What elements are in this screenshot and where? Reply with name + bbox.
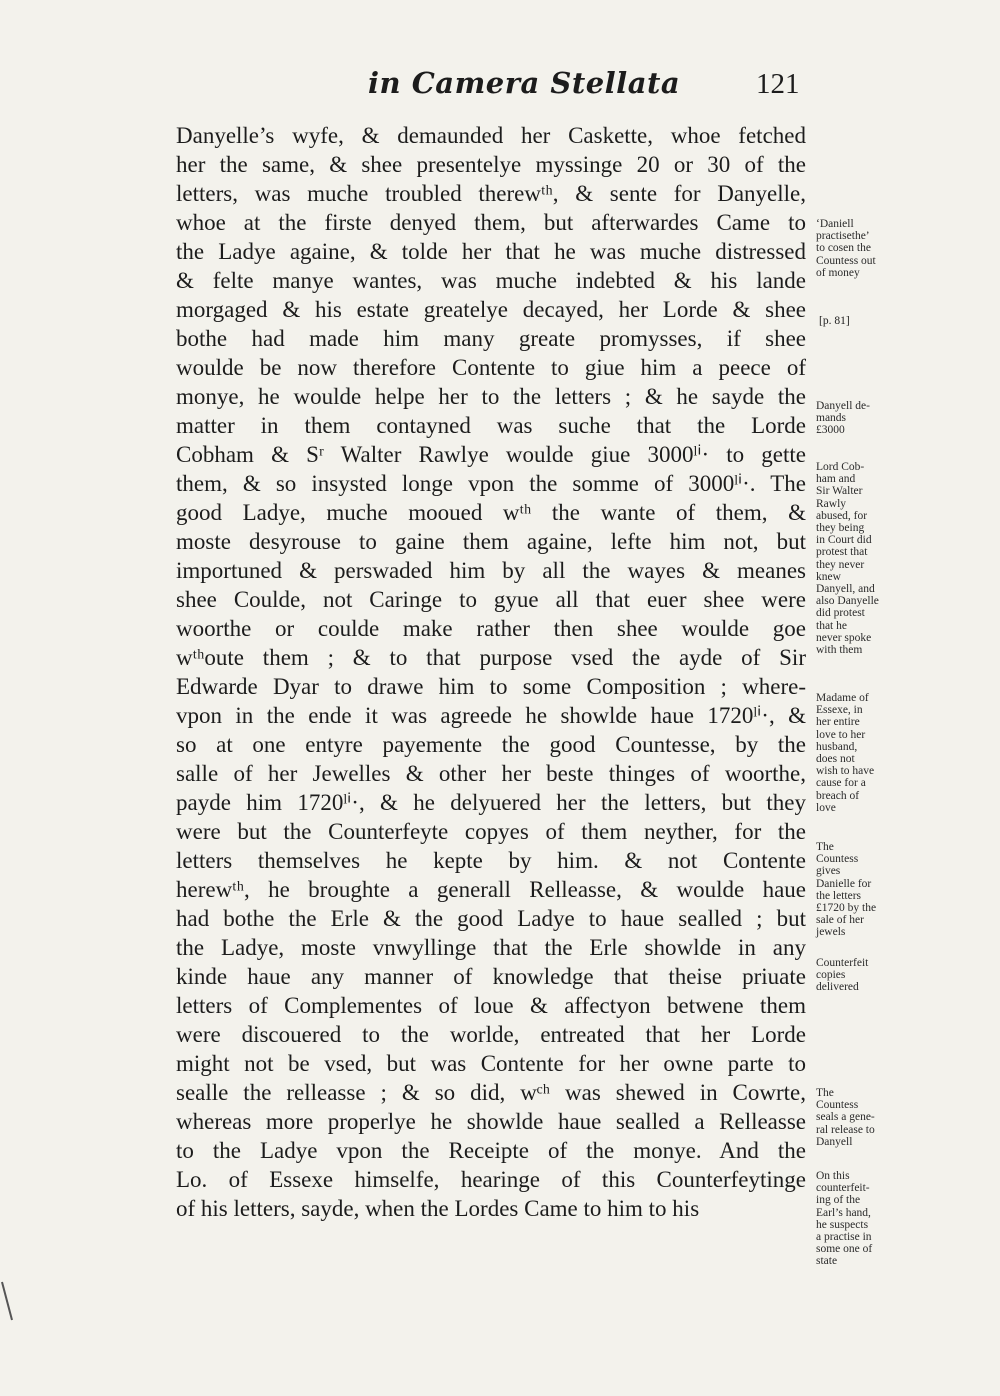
margin-note-line: some one of — [816, 1243, 873, 1256]
body-line: importuned & perswaded him by all the wayes & meanes — [176, 558, 806, 583]
margin-note-line: Madame of — [816, 692, 869, 704]
body-line: monye, he woulde helpe her to the letters ; & he sayde the — [176, 384, 806, 409]
margin-note-madame-essexe — [816, 692, 912, 814]
margin-note-line: abused, for — [816, 509, 868, 522]
margin-note-line: did protest — [816, 607, 865, 620]
body-line: Edwarde Dyar to drawe him to some Composition ; where- — [176, 674, 806, 699]
margin-note-danyell-demands — [816, 400, 912, 437]
body-line: Cobham & Sʳ Walter Rawlye woulde giue 3000ˡⁱ· to gette — [176, 442, 806, 467]
margin-note-line: Rawly — [816, 497, 847, 510]
margin-note-line: ing of the — [816, 1194, 861, 1207]
margin-note-line: with them — [816, 644, 863, 657]
body-line: were but the Counterfeyte copyes of them neyther, for the — [176, 819, 806, 844]
body-line: had bothe the Erle & the good Ladye to haue sealled ; but — [176, 906, 806, 931]
body-line: morgaged & his estate greatelye decayed, her Lorde & shee — [176, 297, 806, 322]
margin-note-line: never spoke — [816, 631, 872, 644]
body-line: payde him 1720ˡⁱ·, & he delyuered her the letters, but they — [176, 790, 806, 815]
margin-note-line: jewels — [816, 926, 846, 939]
body-line: woorthe or coulde make rather then shee woulde goe — [176, 616, 806, 641]
margin-note-line: practisethe’ — [816, 230, 870, 243]
body-line: Lo. of Essexe himselfe, hearinge of this Counterfeytinge — [176, 1167, 806, 1192]
body-line: moste desyrouse to gaine them againe, lefte him not, but — [176, 529, 806, 554]
margin-note-line: counterfeit- — [816, 1182, 870, 1195]
body-line: kinde haue any manner of knowledge that theise priuate — [176, 964, 806, 989]
body-line: of his letters, sayde, when the Lordes Came to him to his — [176, 1196, 700, 1221]
margin-note-line: mands — [816, 412, 847, 425]
margin-note-line: wish to have — [816, 765, 875, 778]
margin-note-line: gives — [816, 865, 841, 878]
margin-note-line: also Danyelle — [816, 595, 879, 608]
margin-note-line: the letters — [816, 889, 862, 902]
margin-note-line: of money — [816, 266, 860, 279]
body-line: wᵗʰoute them ; & to that purpose vsed the ayde of Sir — [176, 645, 806, 670]
body-line: matter in them contayned was suche that the Lorde — [176, 413, 806, 438]
body-line: letters of Complementes of loue & affectyon betwene them — [176, 993, 806, 1018]
margin-note-line: her entire — [816, 716, 860, 729]
margin-note-line: copies — [816, 969, 846, 982]
margin-note-line: seals a gene- — [816, 1111, 875, 1124]
margin-note-line: Danyell, and — [816, 583, 875, 596]
margin-note-line: Essexe, in — [816, 704, 863, 717]
margin-note-line: delivered — [816, 981, 859, 994]
body-line: good Ladye, muche mooued wᵗʰ the wante of them, & — [176, 500, 806, 525]
body-line: Danyelle’s wyfe, & demaunded her Caskette, whoe fetched — [176, 123, 806, 148]
margin-note-line: knew — [816, 570, 841, 583]
margin-note-counterfeit-copies — [816, 957, 912, 994]
body-line: might not be vsed, but was Contente for her owne parte to — [176, 1051, 806, 1076]
margin-note-line: Countess out — [816, 254, 876, 267]
margin-note-counterfeiting — [816, 1170, 912, 1268]
margin-note-daniell-cosen — [816, 218, 912, 279]
margin-note-line: a practise in — [816, 1231, 872, 1244]
body-line: whereas more properlye he showlde haue sealled a Relleasse — [176, 1109, 806, 1134]
body-text — [176, 121, 806, 1223]
body-line: letters, was muche troubled therewᵗʰ, & sente for Danyelle, — [176, 181, 806, 206]
margin-note-line: Countess — [816, 853, 859, 866]
margin-note-line: state — [816, 1255, 838, 1268]
margin-note-line: cause for a — [816, 777, 866, 790]
margin-note-line: Lord Cob- — [816, 461, 865, 473]
margin-note-line: protest that — [816, 546, 868, 559]
margin-note-countess-seals — [816, 1087, 912, 1148]
margin-note-line: they never — [816, 558, 865, 571]
margin-note-line: Counterfeit — [816, 957, 869, 969]
body-line: the Ladye againe, & tolde her that he was muche distressed — [176, 239, 806, 264]
margin-note-line: love to her — [816, 728, 866, 741]
margin-note-line: The — [816, 841, 834, 853]
body-line: to the Ladye vpon the Receipte of the monye. And the — [176, 1138, 806, 1163]
margin-note-line: breach of — [816, 789, 860, 802]
body-line: & felte manye wantes, was muche indebted & his lande — [176, 268, 806, 293]
margin-note-cobham-rawly — [816, 461, 912, 656]
margin-note-line: ‘Daniell — [816, 218, 854, 230]
margin-note-line: he suspects — [816, 1218, 869, 1231]
margin-note-line: they being — [816, 522, 865, 535]
body-line: letters themselves he kepte by him. & not Contente — [176, 848, 806, 873]
body-line: so at one entyre payemente the good Countesse, by the — [176, 732, 806, 757]
margin-note-line: in Court did — [816, 534, 872, 547]
body-line: whoe at the firste denyed them, but afterwardes Came to — [176, 210, 806, 235]
margin-note-countess-gives — [816, 841, 912, 939]
margin-note-line: love — [816, 801, 836, 814]
body-line: her the same, & shee presentelye myssinge 20 or 30 of the — [176, 152, 806, 177]
body-line: them, & so insysted longe vpon the somme of 3000ˡⁱ·. The — [176, 471, 806, 496]
margin-note-line: Sir Walter — [816, 485, 863, 498]
margin-note-line: The — [816, 1087, 834, 1099]
margin-note-line: £3000 — [816, 424, 845, 437]
page-number: 121 — [756, 68, 800, 100]
body-line: bothe had made him many greate promysses, if shee — [176, 326, 806, 351]
margin-note-line: to cosen the — [816, 242, 871, 255]
margin-note-line: Earl’s hand, — [816, 1206, 871, 1219]
margin-note-line: Danielle for — [816, 877, 872, 890]
body-line: vpon in the ende it was agreede he showlde haue 1720ˡⁱ·, & — [176, 703, 806, 728]
page-reference: [p. 81] — [819, 315, 850, 327]
body-line: the Ladye, moste vnwyllinge that the Erle showlde in any — [176, 935, 806, 960]
margin-note-line: husband, — [816, 740, 858, 753]
body-line: sealle the relleasse ; & so did, wᶜʰ was shewed in Cowrte, — [176, 1080, 806, 1105]
body-line: herewᵗʰ, he broughte a generall Relleasse, & woulde haue — [176, 877, 806, 902]
margin-note-line: ham and — [816, 473, 856, 486]
body-line: shee Coulde, not Caringe to gyue all that euer shee were — [176, 587, 806, 612]
margin-note-line: sale of her — [816, 914, 864, 927]
margin-note-line: Danyell — [816, 1135, 853, 1148]
margin-note-line: Countess — [816, 1099, 859, 1112]
margin-note-line: On this — [816, 1170, 850, 1182]
body-line: salle of her Jewelles & other her beste thinges of woorthe, — [176, 761, 806, 786]
margin-note-line: Danyell de- — [816, 400, 870, 412]
margin-note-line: does not — [816, 753, 855, 766]
scan-mark — [0, 1280, 14, 1322]
body-line: were discouered to the worlde, entreated that her Lorde — [176, 1022, 806, 1047]
body-line: woulde be now therefore Contente to giue him a peece of — [176, 355, 806, 380]
margin-note-line: £1720 by the — [816, 902, 877, 915]
margin-note-line: that he — [816, 619, 847, 632]
running-title: in Camera Stellata — [368, 66, 681, 100]
margin-note-line: ral release to — [816, 1123, 875, 1136]
